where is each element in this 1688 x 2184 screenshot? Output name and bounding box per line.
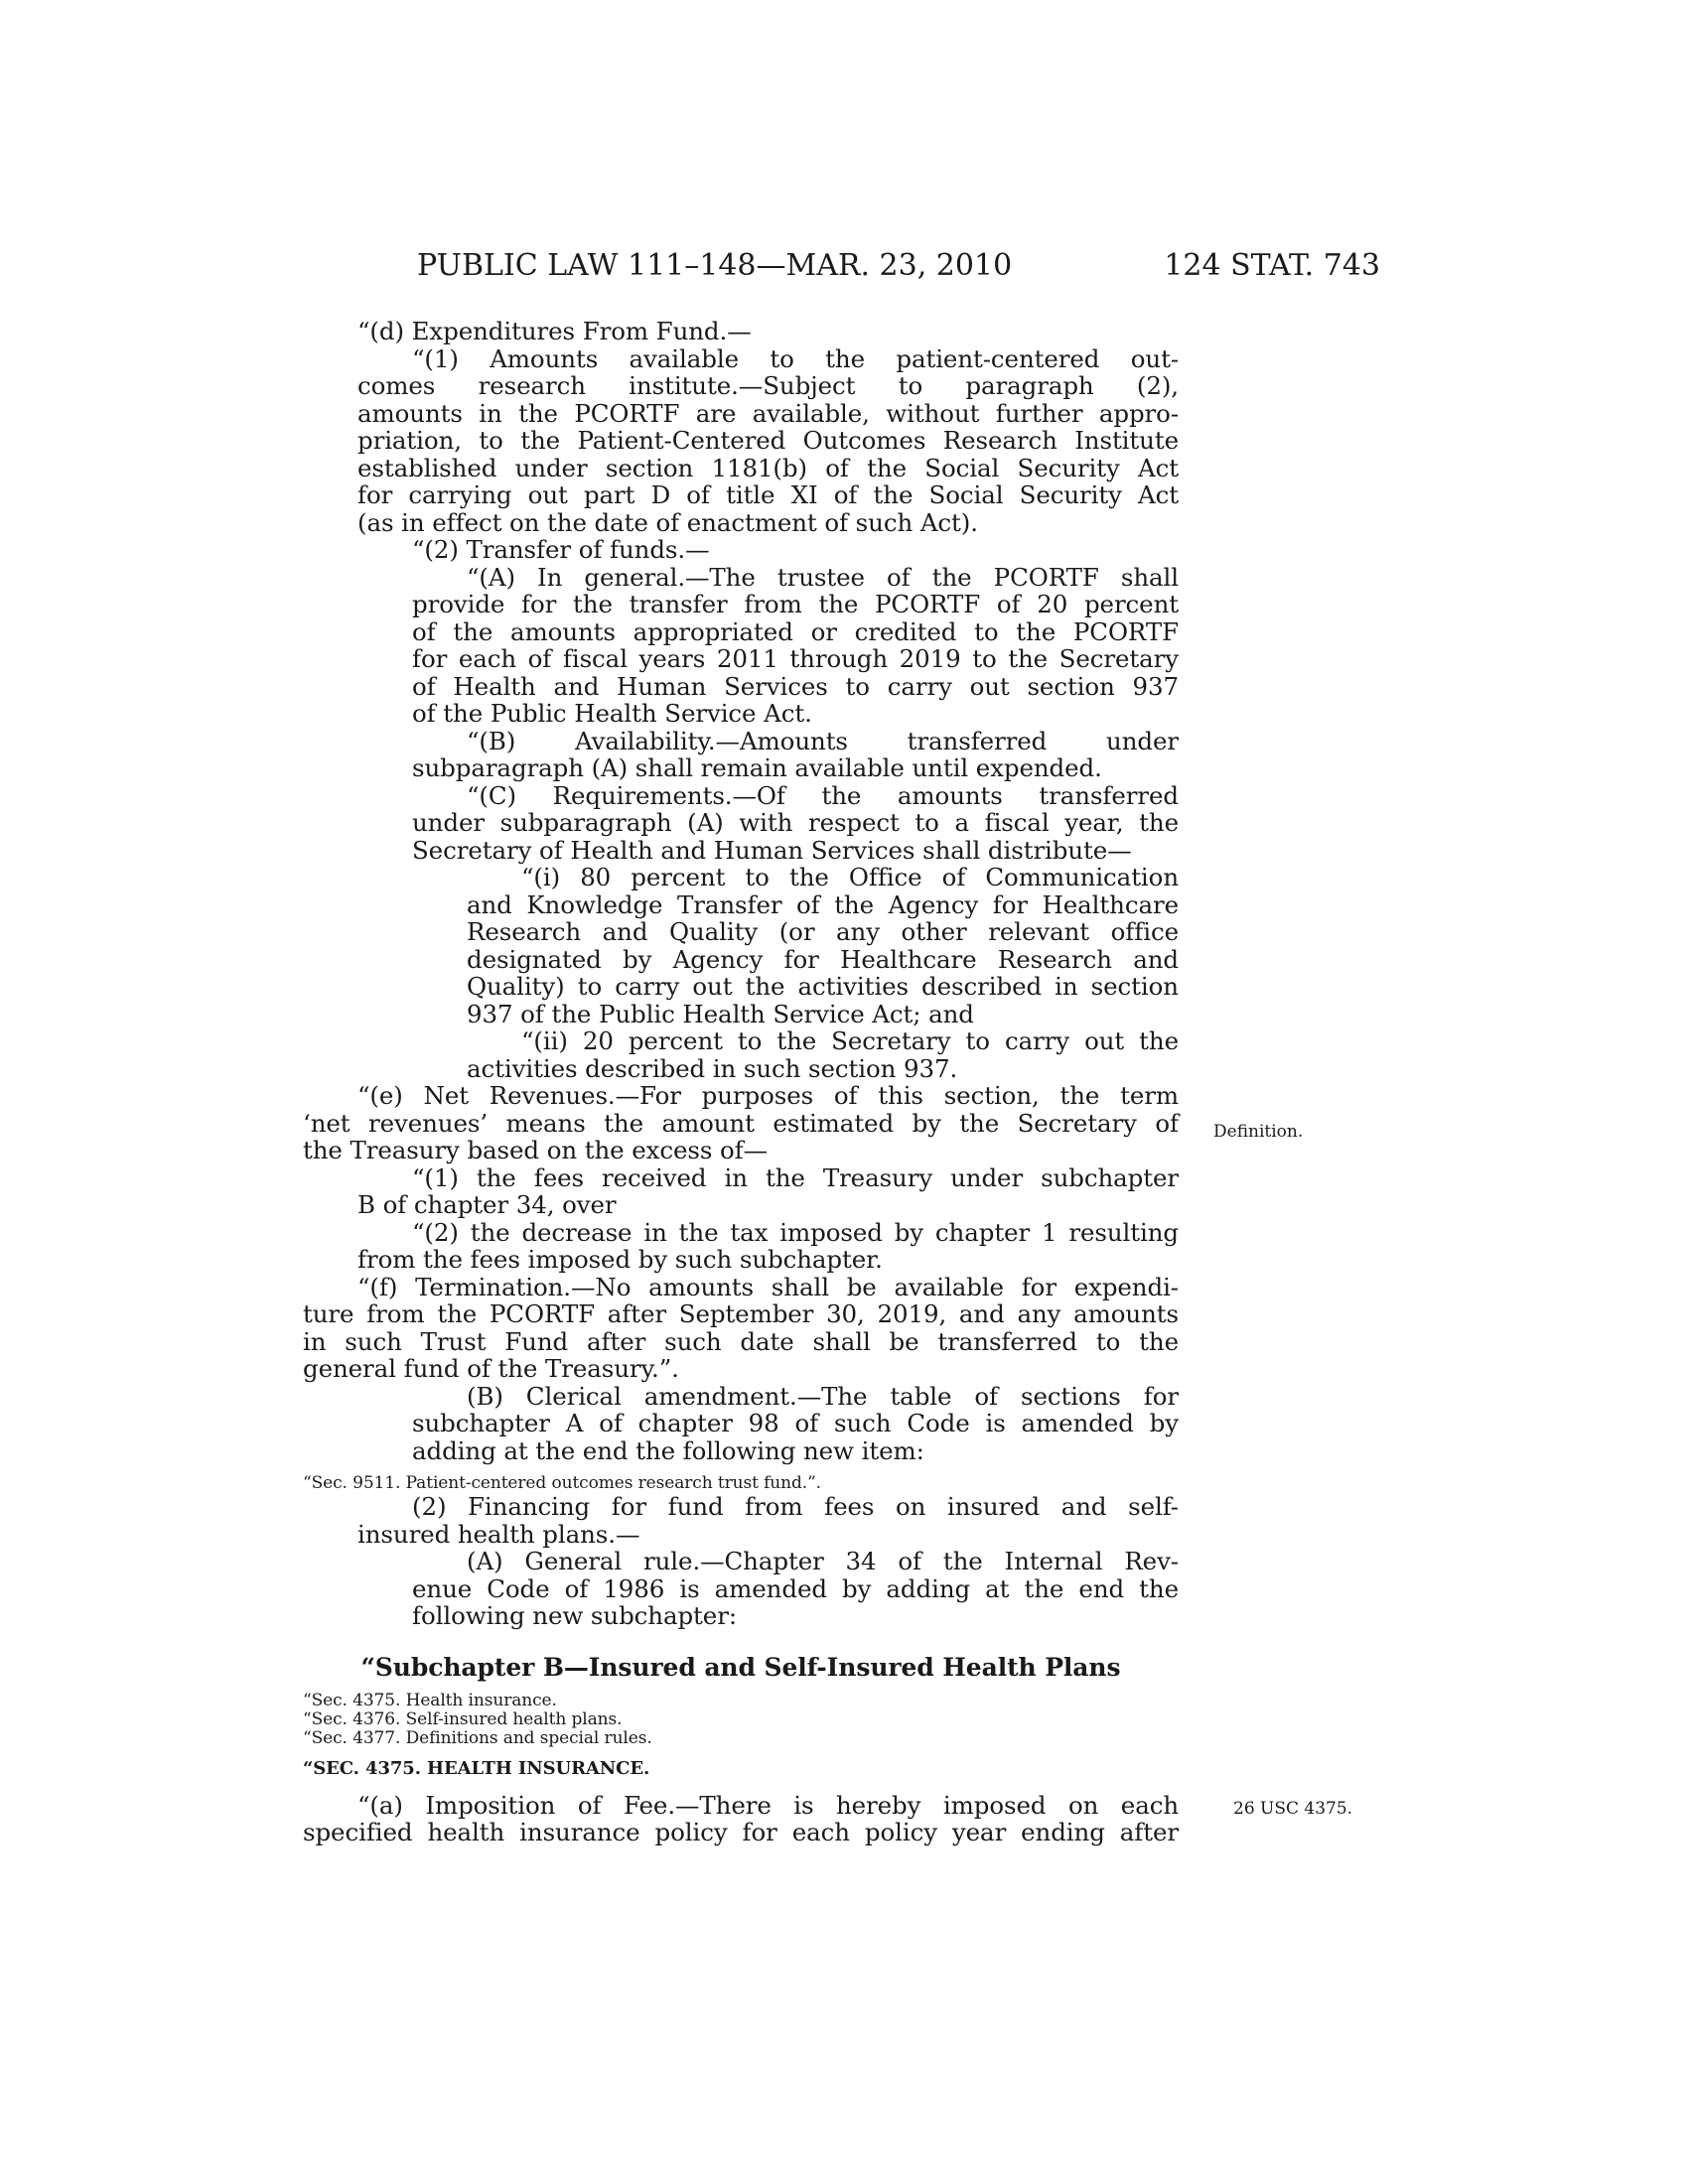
text-line: “(d) Expenditures From Fund.— [357,317,752,345]
text-line: (B) Clerical amendment.—The table of sections for [467,1381,1179,1411]
margin-note-definition: Definition. [1213,1122,1304,1142]
text-line: provide for the transfer from the PCORTF of 20 percent [412,590,1179,618]
text-line: 937 of the Public Health Service Act; and [467,999,974,1028]
text-line: (A) General rule.—Chapter 34 of the Internal Rev- [467,1547,1179,1575]
text-line: for carrying out part D of title XI of the Social Security Act [357,480,1179,509]
text-line: subparagraph (A) shall remain available until expended. [412,753,1102,782]
text-line: for each of fiscal years 2011 through 2019 to the Secretary [412,644,1179,673]
text-line: “(2) Transfer of funds.— [412,535,710,564]
text-line: of the Public Health Service Act. [412,699,812,728]
text-line: enue Code of 1986 is amended by adding at the end the [412,1573,1179,1603]
text-line: ture from the PCORTF after September 30, 2019, and any amounts [303,1299,1179,1328]
text-line: subchapter A of chapter 98 of such Code is amended by [412,1409,1179,1437]
text-line: insured health plans.— [357,1519,640,1549]
text-line: Research and Quality (or any other relevant office [467,917,1179,946]
text-line: “(A) In general.—The trustee of the PCORTF shall [467,562,1179,592]
text-line: B of chapter 34, over [357,1190,617,1219]
text-line: and Knowledge Transfer of the Agency for Healthcare [467,889,1179,919]
text-line: of Health and Human Services to carry out section 937 [412,671,1179,701]
text-line: ‘net revenues’ means the amount estimated by the Secretary of [303,1108,1179,1138]
text-line: established under section 1181(b) of the Social Security Act [357,453,1179,482]
text-line: Secretary of Health and Human Services shall distribute— [412,835,1132,865]
text-line: “(f) Termination.—No amounts shall be available for expendi- [357,1272,1179,1301]
header-stat-page: 124 STAT. 743 [1164,248,1380,283]
text-line: general fund of the Treasury.”. [303,1354,679,1383]
text-line: comes research institute.—Subject to paragraph (2), [357,371,1179,400]
text-line: “(e) Net Revenues.—For purposes of this section, the term [357,1081,1179,1110]
text-line: activities described in such section 937. [467,1053,958,1083]
text-line: “(1) the fees received in the Treasury under subchapter [412,1162,1179,1192]
text-line: priation, to the Patient-Centered Outcomes Research Institute [357,426,1179,455]
text-line: specified health insurance policy for each policy year ending after [303,1818,1179,1846]
subchapter-heading: “Subchapter B—Insured and Self-Insured Health Plans [360,1652,1121,1682]
text-line: (2) Financing for fund from fees on insured and self- [412,1492,1179,1521]
toc-item: “Sec. 4377. Definitions and special rules. [303,1727,652,1748]
running-header [298,246,1380,286]
text-line: “(C) Requirements.—Of the amounts transferred [467,780,1179,810]
text-line: “(i) 80 percent to the Office of Communication [521,863,1179,891]
text-line: Quality) to carry out the activities described in section [467,972,1179,1001]
text-line: adding at the end the following new item: [412,1435,924,1465]
toc-item: “Sec. 9511. Patient-centered outcomes research trust fund.”. [303,1473,821,1493]
text-line: under subparagraph (A) with respect to a fiscal year, the [412,808,1179,837]
margin-note-usc: 26 USC 4375. [1233,1799,1353,1819]
section-heading: “SEC. 4375. HEALTH INSURANCE. [303,1757,650,1779]
statute-body [303,318,1179,1846]
text-line: in such Trust Fund after such date shall be transferred to the [303,1326,1179,1356]
text-line: “(1) Amounts available to the patient-centered out- [412,343,1179,373]
text-line: from the fees imposed by such subchapter. [357,1245,883,1274]
text-line: the Treasury based on the excess of— [303,1136,769,1164]
text-line: amounts in the PCORTF are available, without further appro- [357,398,1179,428]
text-line: following new subchapter: [412,1601,737,1630]
text-line: “(B) Availability.—Amounts transferred under [467,726,1179,755]
toc-item: “Sec. 4375. Health insurance. [303,1690,557,1710]
text-line: designated by Agency for Healthcare Research and [467,944,1179,974]
text-line: “(ii) 20 percent to the Secretary to carry out the [521,1026,1179,1055]
text-line: “(a) Imposition of Fee.—There is hereby imposed on each [357,1790,1179,1820]
header-title: PUBLIC LAW 111–148—MAR. 23, 2010 [417,248,1013,283]
text-line: of the amounts appropriated or credited to the PCORTF [412,616,1179,646]
text-line: “(2) the decrease in the tax imposed by chapter 1 resulting [412,1217,1179,1247]
toc-item: “Sec. 4376. Self-insured health plans. [303,1708,623,1729]
text-line: (as in effect on the date of enactment of such Act). [357,507,978,537]
